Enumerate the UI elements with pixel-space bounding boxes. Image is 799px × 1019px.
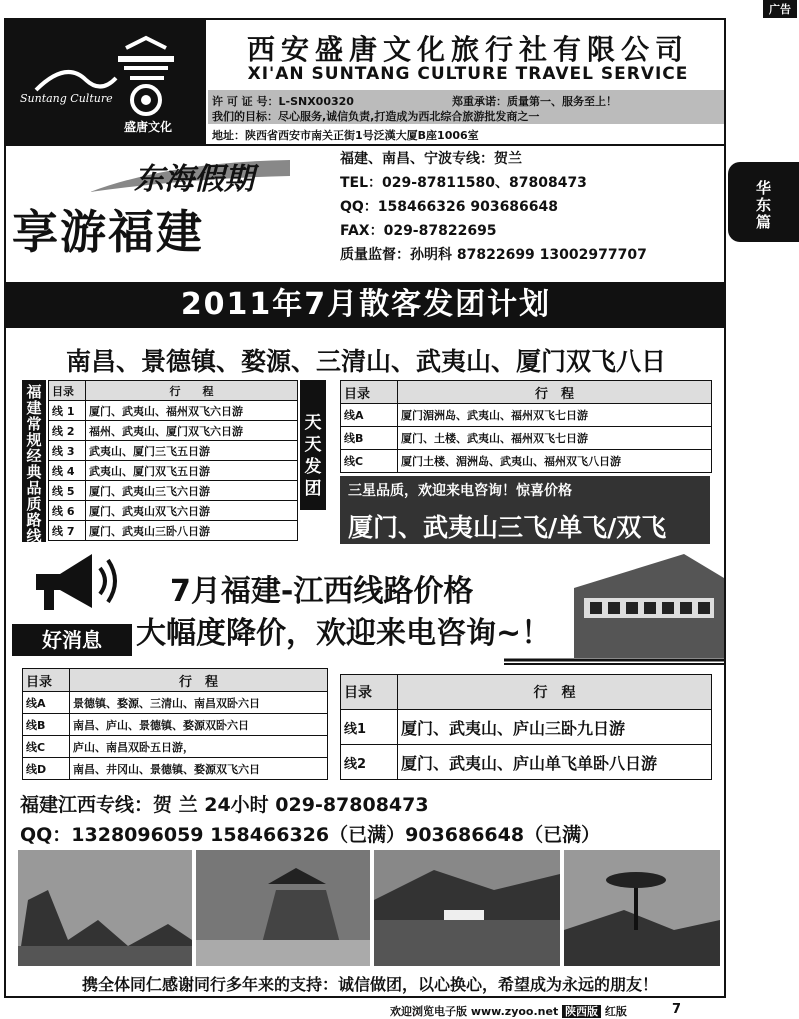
route-desc: 厦门、武夷山、福州双飞六日游 bbox=[86, 401, 298, 421]
table-row bbox=[49, 401, 298, 421]
photo-pavilion bbox=[196, 850, 370, 966]
vertical-label-text: 福建常规经典品质路线 bbox=[26, 383, 42, 545]
route-desc: 福州、武夷山、厦门双飞六日游 bbox=[86, 421, 298, 441]
company-name-cn: 西安盛唐文化旅行社有限公司 bbox=[246, 33, 689, 66]
route-code: 线2 bbox=[341, 745, 398, 780]
route-code: 线 1 bbox=[49, 401, 86, 421]
ad-tag: 广告 bbox=[763, 0, 797, 18]
table-header-cell: 目录 bbox=[23, 669, 70, 692]
route-desc: 厦门、武夷山双飞六日游 bbox=[86, 501, 298, 521]
route-code: 线 7 bbox=[49, 521, 86, 541]
table-row bbox=[341, 745, 712, 780]
classic-route-vertical-label bbox=[22, 380, 46, 545]
good-news-badge: 好消息 bbox=[12, 624, 132, 656]
logo-text-en: Suntang Culture bbox=[20, 92, 113, 105]
table-row bbox=[23, 714, 328, 736]
route-desc: 厦门土楼、湄洲岛、武夷山、福州双飞八日游 bbox=[398, 450, 712, 473]
special-line-contact: 福建江西专线：贺 兰 24小时 029-87808473 bbox=[20, 794, 429, 816]
table-row bbox=[49, 521, 298, 541]
table-header-cell: 目录 bbox=[341, 381, 398, 404]
company-address: 地址：陕西省西安市南关正街1号泛漢大厦B座1006室 bbox=[212, 129, 479, 142]
contact-line-1: 福建、南昌、宁波专线：贺兰 bbox=[340, 151, 522, 167]
plan-banner: 2011年7月散客发团计划 bbox=[6, 282, 726, 328]
train-icon bbox=[504, 548, 726, 666]
daily-departure-label bbox=[300, 380, 326, 510]
route-desc: 庐山、南昌双卧五日游， bbox=[70, 736, 328, 758]
lushan-route-table bbox=[340, 674, 712, 780]
village-photo-icon bbox=[374, 850, 560, 966]
route-code: 线C bbox=[341, 450, 398, 473]
table-header-row bbox=[341, 675, 712, 710]
daily-label-text: 天天发团 bbox=[304, 413, 322, 499]
route-desc: 武夷山、厦门双飞五日游 bbox=[86, 461, 298, 481]
table-row bbox=[341, 427, 712, 450]
pavilion-photo-icon bbox=[196, 850, 370, 966]
table-header-cell: 行 程 bbox=[86, 381, 298, 401]
route-code: 线B bbox=[23, 714, 70, 736]
table-row bbox=[23, 692, 328, 714]
route-desc: 景德镇、婺源、三清山、南昌双卧六日 bbox=[70, 692, 328, 714]
mountain-photo-icon bbox=[18, 850, 192, 966]
route-title: 南昌、景德镇、婺源、三清山、武夷山、厦门双飞八日 bbox=[65, 347, 666, 376]
fujian-classic-table bbox=[48, 380, 298, 541]
quality-price-box bbox=[340, 476, 710, 544]
photo-mountains bbox=[18, 850, 192, 966]
contact-supervisor: 质量监督：孙明科 87822699 13002977707 bbox=[340, 247, 647, 263]
footer-edition: 陕西版 bbox=[562, 1005, 601, 1018]
route-desc: 武夷山、厦门三飞五日游 bbox=[86, 441, 298, 461]
table-row bbox=[341, 450, 712, 473]
footer-website: 欢迎浏览电子版 www.zyoo.net bbox=[390, 1005, 559, 1018]
route-desc: 厦门、武夷山、庐山单飞单卧八日游 bbox=[398, 745, 712, 780]
table-row bbox=[49, 421, 298, 441]
logo-text-cn: 盛唐文化 bbox=[124, 120, 173, 134]
route-code: 线 3 bbox=[49, 441, 86, 461]
table-row bbox=[23, 758, 328, 780]
company-name-en: XI'AN SUNTANG CULTURE TRAVEL SERVICE bbox=[247, 64, 689, 84]
route-code: 线C bbox=[23, 736, 70, 758]
table-header-cell: 行 程 bbox=[70, 669, 328, 692]
route-code: 线B bbox=[341, 427, 398, 450]
table-row bbox=[49, 461, 298, 481]
jiangxi-route-table bbox=[22, 668, 328, 780]
table-header-row bbox=[49, 381, 298, 401]
footer-edition-color: 红版 bbox=[604, 1005, 627, 1018]
table-header-row bbox=[341, 381, 712, 404]
route-code: 线D bbox=[23, 758, 70, 780]
side-tab-char-1: 华 bbox=[755, 179, 771, 197]
table-header-cell: 目录 bbox=[49, 381, 86, 401]
table-header-cell: 目录 bbox=[341, 675, 398, 710]
side-tab-char-2: 东 bbox=[755, 196, 771, 214]
route-desc: 厦门湄洲岛、武夷山、福州双飞七日游 bbox=[398, 404, 712, 427]
route-code: 线 4 bbox=[49, 461, 86, 481]
header-divider bbox=[6, 144, 726, 146]
side-tab-huadong bbox=[728, 162, 799, 242]
table-header-cell: 行 程 bbox=[398, 675, 712, 710]
route-desc: 厦门、土楼、武夷山、福州双飞七日游 bbox=[398, 427, 712, 450]
route-desc: 厦门、武夷山三卧八日游 bbox=[86, 521, 298, 541]
table-row bbox=[49, 441, 298, 461]
route-code: 线 2 bbox=[49, 421, 86, 441]
table-header-cell: 行 程 bbox=[398, 381, 712, 404]
route-code: 线 5 bbox=[49, 481, 86, 501]
route-desc: 南昌、井冈山、景德镇、婺源双飞六日 bbox=[70, 758, 328, 780]
table-row bbox=[49, 501, 298, 521]
promo-line-1: 7月福建-江西线路价格 bbox=[170, 574, 474, 609]
table-row bbox=[341, 710, 712, 745]
photo-pine bbox=[564, 850, 720, 966]
page-number: 7 bbox=[672, 1002, 682, 1017]
contact-fax: FAX：029-87822695 bbox=[340, 223, 497, 239]
donghai-banner bbox=[90, 152, 290, 200]
contact-tel: TEL：029-87811580、87808473 bbox=[340, 175, 587, 191]
company-goal: 我们的目标：尽心服务,诚信负责,打造成为西北综合旅游批发商之一 bbox=[212, 110, 540, 123]
route-code: 线1 bbox=[341, 710, 398, 745]
xiangyou-title: 享游福建 bbox=[12, 205, 204, 259]
route-code: 线 6 bbox=[49, 501, 86, 521]
logo-mark-icon bbox=[6, 20, 206, 144]
qq-line: QQ：1328096059 158466326（已满）903686648（已满） bbox=[20, 824, 601, 846]
company-logo bbox=[6, 20, 206, 144]
service-promise: 郑重承诺：质量第一、服务至上！ bbox=[452, 95, 617, 108]
route-code: 线A bbox=[23, 692, 70, 714]
megaphone-icon bbox=[30, 548, 120, 618]
promo-line-2: 大幅度降价，欢迎来电咨询~！ bbox=[136, 616, 552, 651]
route-desc: 南昌、庐山、景德镇、婺源双卧六日 bbox=[70, 714, 328, 736]
closing-slogan: 携全体同仁感谢同行多年来的支持：诚信做团，以心换心，希望成为永远的朋友！ bbox=[81, 975, 658, 994]
route-desc: 厦门、武夷山三飞六日游 bbox=[86, 481, 298, 501]
table-row bbox=[49, 481, 298, 501]
table-header-row bbox=[23, 669, 328, 692]
photo-village bbox=[374, 850, 560, 966]
side-tab-char-3: 篇 bbox=[755, 213, 771, 231]
table-row bbox=[341, 404, 712, 427]
quality-line-1: 三星品质，欢迎来电咨询！惊喜价格 bbox=[348, 483, 572, 499]
donghai-title: 东海假期 bbox=[134, 162, 254, 197]
license-number: 许 可 证 号：L-SNX00320 bbox=[212, 95, 354, 108]
route-code: 线A bbox=[341, 404, 398, 427]
contact-qq: QQ：158466326 903686648 bbox=[340, 199, 559, 215]
table-row bbox=[23, 736, 328, 758]
quality-line-2: 厦门、武夷山三飞/单飞/双飞 bbox=[348, 513, 667, 542]
pine-photo-icon bbox=[564, 850, 720, 966]
route-desc: 厦门、武夷山、庐山三卧九日游 bbox=[398, 710, 712, 745]
fujian-abc-table bbox=[340, 380, 712, 473]
company-info-band bbox=[208, 90, 724, 124]
